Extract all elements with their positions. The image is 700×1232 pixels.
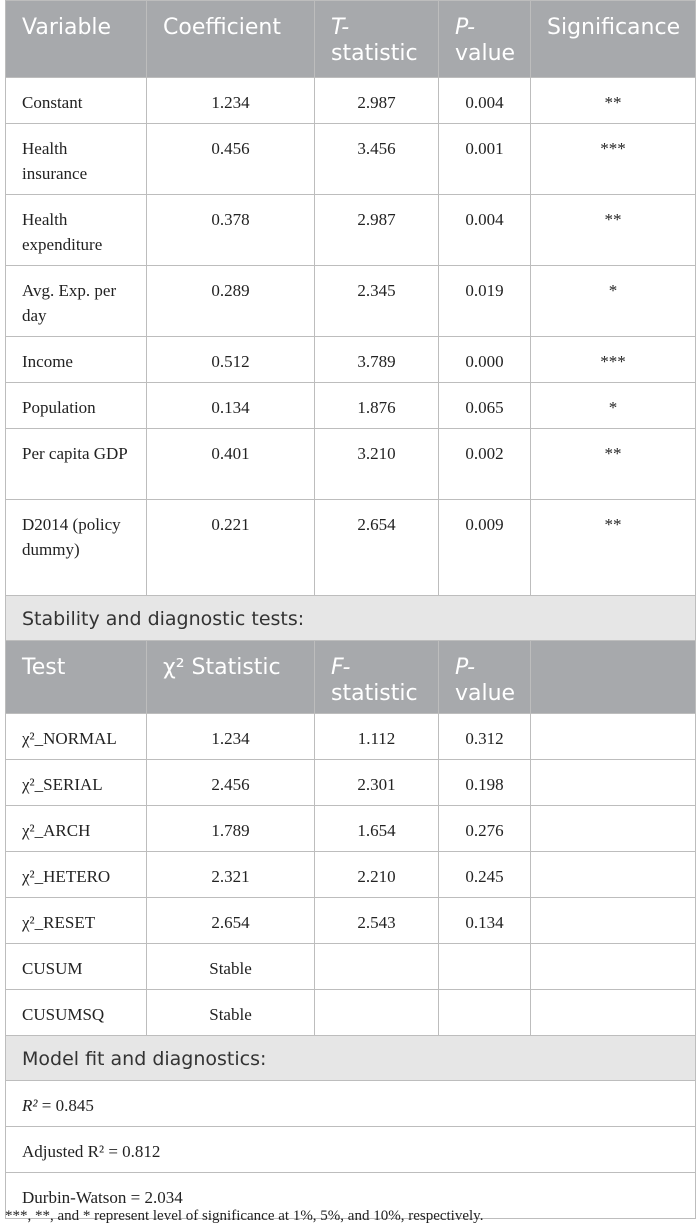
- empty-cell: [531, 852, 696, 898]
- coefficient-cell: 0.378: [147, 195, 315, 266]
- table-row: [6, 383, 696, 429]
- header-f-statistic: [315, 641, 439, 714]
- coefficient-cell: 0.289: [147, 266, 315, 337]
- header-significance: Significance: [531, 1, 696, 78]
- test-p-value-cell: 0.134: [439, 898, 531, 944]
- header-f-statistic-line1: F-: [331, 655, 351, 680]
- adjusted-r-squared-cell: Adjusted R² = 0.812: [6, 1127, 696, 1173]
- t-statistic-cell: 2.987: [315, 195, 439, 266]
- p-value-cell: 0.000: [439, 337, 531, 383]
- test-name-cell: χ²_RESET: [6, 898, 147, 944]
- header-test-p-value-line2: value: [455, 681, 516, 706]
- test-p-value-cell: 0.276: [439, 806, 531, 852]
- f-statistic-cell: 1.654: [315, 806, 439, 852]
- test-p-value-cell: 0.245: [439, 852, 531, 898]
- table-header-row: [6, 1, 696, 78]
- header-empty: [531, 641, 696, 714]
- test-name-cell: χ²_HETERO: [6, 852, 147, 898]
- footnote: ***, **, and * represent level of significance at 1%, 5%, and 10%, respectively.: [5, 1208, 484, 1224]
- section-row-model-fit: [6, 1036, 696, 1081]
- variable-cell: Health insurance: [6, 124, 147, 195]
- f-statistic-cell: 2.301: [315, 760, 439, 806]
- test-row: [6, 944, 696, 990]
- chi2-cell: 1.789: [147, 806, 315, 852]
- header-coefficient: Coefficient: [147, 1, 315, 78]
- f-statistic-cell: [315, 944, 439, 990]
- r-squared-value: = 0.845: [41, 1096, 94, 1115]
- regression-table-container: [5, 0, 695, 1219]
- coefficient-cell: 0.134: [147, 383, 315, 429]
- t-statistic-cell: 2.345: [315, 266, 439, 337]
- test-name-cell: χ²_NORMAL: [6, 714, 147, 760]
- variable-cell: D2014 (policy dummy): [6, 500, 147, 596]
- significance-cell: *: [531, 383, 696, 429]
- test-row: [6, 852, 696, 898]
- test-p-value-cell: 0.198: [439, 760, 531, 806]
- test-row: [6, 990, 696, 1036]
- table-row: [6, 195, 696, 266]
- coefficient-cell: 0.401: [147, 429, 315, 500]
- coefficient-cell: 0.512: [147, 337, 315, 383]
- p-value-cell: 0.004: [439, 195, 531, 266]
- test-name-cell: CUSUMSQ: [6, 990, 147, 1036]
- header-chi2-statistic: χ² Statistic: [147, 641, 315, 714]
- coefficient-cell: 0.221: [147, 500, 315, 596]
- t-statistic-cell: 3.210: [315, 429, 439, 500]
- test-row: [6, 806, 696, 852]
- test-row: [6, 714, 696, 760]
- coefficient-cell: 0.456: [147, 124, 315, 195]
- significance-cell: **: [531, 429, 696, 500]
- header-test-p-value: [439, 641, 531, 714]
- r-squared-label: R²: [22, 1096, 38, 1115]
- section-title-model-fit: Model fit and diagnostics:: [6, 1036, 696, 1081]
- header-t-statistic: [315, 1, 439, 78]
- f-statistic-cell: 2.543: [315, 898, 439, 944]
- chi2-cell: 2.321: [147, 852, 315, 898]
- chi2-cell: 2.456: [147, 760, 315, 806]
- header-f-statistic-line2: statistic: [331, 681, 418, 706]
- significance-cell: **: [531, 195, 696, 266]
- significance-cell: ***: [531, 124, 696, 195]
- p-value-cell: 0.002: [439, 429, 531, 500]
- t-statistic-cell: 1.876: [315, 383, 439, 429]
- header-p-value-line2: value: [455, 41, 516, 66]
- significance-cell: **: [531, 78, 696, 124]
- f-statistic-cell: [315, 990, 439, 1036]
- significance-cell: *: [531, 266, 696, 337]
- empty-cell: [531, 760, 696, 806]
- header-variable: Variable: [6, 1, 147, 78]
- p-value-cell: 0.001: [439, 124, 531, 195]
- table-row: [6, 78, 696, 124]
- header-p-value: [439, 1, 531, 78]
- p-value-cell: 0.019: [439, 266, 531, 337]
- test-header-row: [6, 641, 696, 714]
- t-statistic-cell: 3.789: [315, 337, 439, 383]
- fit-row: [6, 1127, 696, 1173]
- header-t-statistic-line1: T-: [331, 15, 350, 40]
- variable-cell: Constant: [6, 78, 147, 124]
- test-p-value-cell: 0.312: [439, 714, 531, 760]
- test-name-cell: χ²_SERIAL: [6, 760, 147, 806]
- variable-cell: Per capita GDP: [6, 429, 147, 500]
- chi2-cell: 1.234: [147, 714, 315, 760]
- table-row: [6, 337, 696, 383]
- test-p-value-cell: [439, 944, 531, 990]
- header-p-value-line1: P-: [455, 15, 476, 40]
- coefficient-cell: 1.234: [147, 78, 315, 124]
- test-row: [6, 760, 696, 806]
- section-title-stability: Stability and diagnostic tests:: [6, 596, 696, 641]
- empty-cell: [531, 806, 696, 852]
- empty-cell: [531, 714, 696, 760]
- header-test-p-value-line1: P-: [455, 655, 476, 680]
- significance-cell: **: [531, 500, 696, 596]
- p-value-cell: 0.004: [439, 78, 531, 124]
- fit-row: [6, 1081, 696, 1127]
- chi2-cell: 2.654: [147, 898, 315, 944]
- test-p-value-cell: [439, 990, 531, 1036]
- test-row: [6, 898, 696, 944]
- section-row-stability: [6, 596, 696, 641]
- table-row: [6, 500, 696, 596]
- regression-table: [5, 0, 696, 1219]
- header-test: Test: [6, 641, 147, 714]
- p-value-cell: 0.065: [439, 383, 531, 429]
- table-row: [6, 266, 696, 337]
- t-statistic-cell: 2.654: [315, 500, 439, 596]
- variable-cell: Population: [6, 383, 147, 429]
- r-squared-cell: [6, 1081, 696, 1127]
- header-t-statistic-line2: statistic: [331, 41, 418, 66]
- t-statistic-cell: 3.456: [315, 124, 439, 195]
- empty-cell: [531, 990, 696, 1036]
- test-name-cell: CUSUM: [6, 944, 147, 990]
- f-statistic-cell: 1.112: [315, 714, 439, 760]
- chi2-cell: Stable: [147, 944, 315, 990]
- t-statistic-cell: 2.987: [315, 78, 439, 124]
- empty-cell: [531, 898, 696, 944]
- variable-cell: Avg. Exp. per day: [6, 266, 147, 337]
- durbin-watson-cell: Durbin-Watson = 2.034: [6, 1173, 696, 1219]
- variable-cell: Health expenditure: [6, 195, 147, 266]
- table-row: [6, 124, 696, 195]
- variable-cell: Income: [6, 337, 147, 383]
- chi2-cell: Stable: [147, 990, 315, 1036]
- empty-cell: [531, 944, 696, 990]
- test-name-cell: χ²_ARCH: [6, 806, 147, 852]
- table-row: [6, 429, 696, 500]
- significance-cell: ***: [531, 337, 696, 383]
- f-statistic-cell: 2.210: [315, 852, 439, 898]
- p-value-cell: 0.009: [439, 500, 531, 596]
